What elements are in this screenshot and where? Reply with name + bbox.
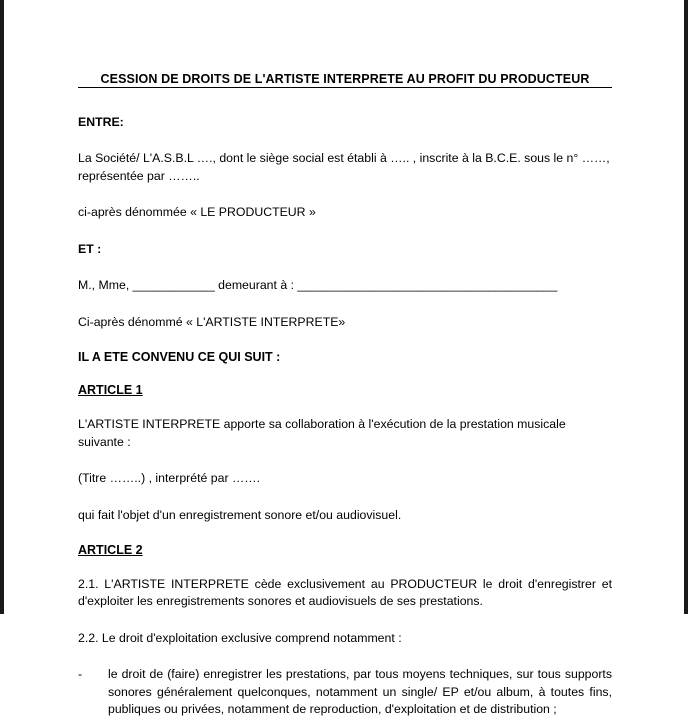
page-border-left (0, 0, 4, 614)
article-2-bullet-item (78, 666, 612, 718)
article-1-paragraph-3: qui fait l'objet d'un enregistrement sonore et/ou audiovisuel. (78, 507, 402, 522)
document-title: CESSION DE DROITS DE L'ARTISTE INTERPRETE AU PROFIT DU PRODUCTEUR (78, 72, 612, 88)
agreement-label: IL A ETE CONVENU CE QUI SUIT : (78, 350, 281, 365)
and-label: ET : (78, 241, 102, 256)
page-border-right (684, 0, 688, 614)
article-2-paragraph-1: 2.1. L'ARTISTE INTERPRETE cède exclusivement au PRODUCTEUR le droit d'enregistrer et d'exploiter les enregistrements sonores et audiovisuels de ses prestations. (78, 576, 612, 609)
parties-label: ENTRE: (78, 115, 124, 129)
article-2-bullet-1-text: le droit de (faire) enregistrer les prestations, par tous moyens techniques, sur tous supports sonores généralement quelconques, notamment un single/ EP et/ou album, à toutes fins, publiques ou privées, notamment de reproduction, d'exploitation et de distribution ; (108, 667, 612, 717)
producer-alias-paragraph: ci-après dénommée « LE PRODUCTEUR » (78, 205, 316, 220)
article-2-paragraph-2: 2.2. Le droit d'exploitation exclusive comprend notamment : (78, 630, 402, 645)
article-1-heading: ARTICLE 1 (78, 383, 143, 398)
document-body (78, 70, 612, 725)
article-2-heading: ARTICLE 2 (78, 542, 143, 557)
producer-party-paragraph: La Société/ L'A.S.B.L …., dont le siège social est établi à ….. , inscrite à la B.C.E. sous le n° ……, représentée par …….. (78, 151, 610, 183)
article-1-paragraph-2: (Titre ……..) , interprété par ……. (78, 471, 260, 486)
article-1-paragraph-1: L'ARTISTE INTERPRETE apporte sa collaboration à l'exécution de la prestation musicale suivante : (78, 417, 566, 449)
bullet-dash-icon: - (78, 667, 83, 682)
artist-alias-paragraph: Ci-après dénommé « L'ARTISTE INTERPRETE» (78, 314, 346, 329)
artist-party-paragraph: M., Mme, ____________ demeurant à : ______________________________________ (78, 278, 558, 293)
